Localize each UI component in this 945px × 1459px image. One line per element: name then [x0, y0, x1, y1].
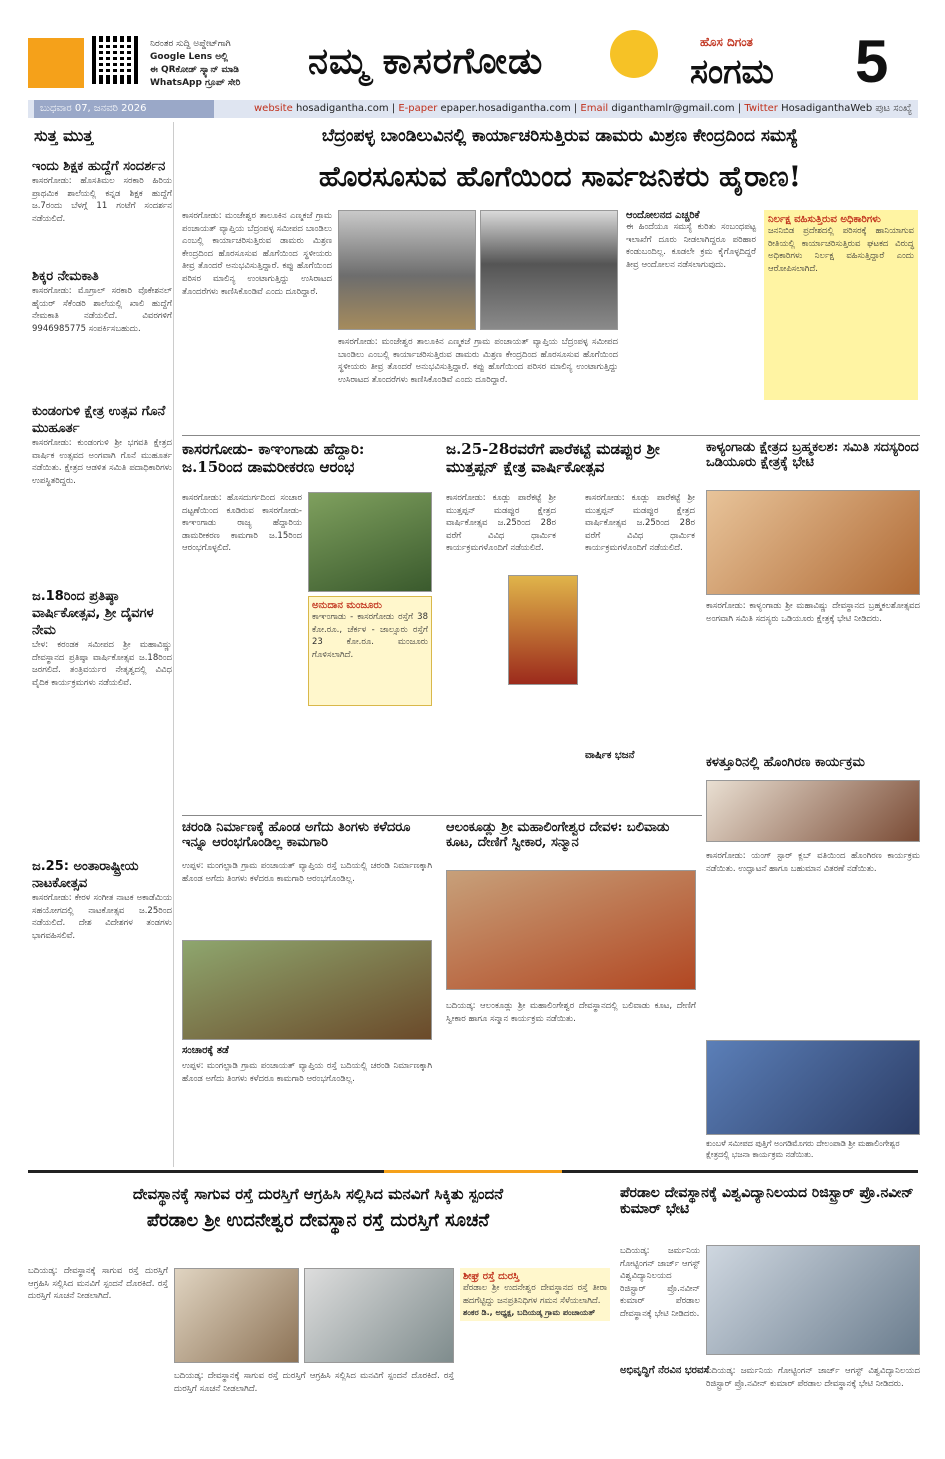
article-subhead: ಅಭಿವೃದ್ಧಿಗೆ ನೆರವಿನ ಭರವಸೆ	[620, 1365, 710, 1376]
article-subhead: ವಾರ್ಷಿಕ ಭಜನೆ	[585, 750, 635, 761]
article-body: ಬದಿಯಡ್ಕ: ಜರ್ಮನಿಯ ಗೋಟ್ಟಿಂಗನ್ ಜಾರ್ಜ್ ಆಗಸ್ಟ್ ವಿಶ್ವವಿದ್ಯಾನಿಲಯದ ರಿಜಿಸ್ಟ್ರಾರ್ ಪ್ರೊ.ನವೀನ್ ಕುಮಾರ್ ಪೆರಡಾಲ ದೇವಸ್ಥಾನಕ್ಕೆ ಭೇಟಿ ನೀಡಿದರು.	[620, 1246, 700, 1319]
brief-item	[32, 580, 172, 689]
brand-small: ಹೊಸ ದಿಗಂತ	[700, 35, 753, 49]
brand-name: ಸಂಗಮ	[690, 52, 774, 92]
bottom-kicker: ದೇವಸ್ಥಾನಕ್ಕೆ ಸಾಗುವ ರಸ್ತೆ ದುರಸ್ತಿಗೆ ಆಗ್ರಹಿಸಿ ಸಲ್ಲಿಸಿದ ಮನವಿಗೆ ಸಿಕ್ಕಿತು ಸ್ಪಂದನೆ	[132, 1185, 504, 1203]
qr-line: Google Lens ಅಲ್ಲಿ	[150, 52, 228, 62]
article-headline: ಆಲಂಕೂಡ್ಲು ಶ್ರೀ ಮಹಾಲಿಂಗೇಶ್ವರ ದೇವಳ: ಬಲಿವಾಡು ಕೂಟ, ದೇಣಿಗೆ ಸ್ವೀಕಾರ, ಸನ್ಮಾನ	[446, 820, 670, 850]
article-body-cont: ಬದಿಯಡ್ಕ: ದೇವಸ್ಥಾನಕ್ಕೆ ಸಾಗುವ ರಸ್ತೆ ದುರಸ್ತಿಗೆ ಆಗ್ರಹಿಸಿ ಸಲ್ಲಿಸಿದ ಮನವಿಗೆ ಸ್ಪಂದನೆ ದೊರಕಿದೆ. ರಸ್ತೆ ದುರಸ್ತಿಗೆ ಸೂಚನೆ ನೀಡಲಾಗಿದೆ.	[174, 1371, 454, 1394]
brief-item	[32, 260, 172, 335]
lead-kicker: ಬೆದ್ರಂಪಳ್ಳ ಬಾಂಡಿಲುವಿನಲ್ಲಿ ಕಾರ್ಯಾಚರಿಸುತ್ತಿರುವ ಡಾಮರು ಮಿಶ್ರಣ ಕೇಂದ್ರದಿಂದ ಸಮಸ್ಯೆ	[321, 126, 799, 146]
qr-instructions	[150, 38, 300, 90]
info-bar	[28, 100, 918, 118]
qr-line: ನಿರಂತರ ಸುದ್ದಿ ಅಪ್ಡೇಟ್‌ಗಾಗಿ	[150, 39, 231, 49]
brief-body: ಬೇಳ: ಕರಂಡಕ ಸಮೀಪದ ಶ್ರೀ ಮಹಾವಿಷ್ಣು ದೇವಸ್ಥಾನದ ಪ್ರತಿಷ್ಠಾ ವಾರ್ಷಿಕೋತ್ಸವ ಜ.18ರಿಂದ ಜರಗಲಿದೆ. ತಂತ್ರಿವರ್ಯರ ನೇತೃತ್ವದಲ್ಲಿ ವಿವಿಧ ವೈದಿಕ ಕಾರ್ಯಕ್ರಮಗಳು ನಡೆಯಲಿವೆ.	[32, 640, 172, 688]
page-title: ನಮ್ಮ ಕಾಸರಗೋಡು	[308, 40, 544, 82]
grant-box-body: ಕಾಞಂಗಾಡು - ಕಾಸರಗೋಡು ರಸ್ತೆಗೆ 38 ಕೋ.ರೂ., ಚೆರ್ಕಳ - ಜಾಲ್ಸೂರು ರಸ್ತೆಗೆ 23 ಕೋ.ರೂ. ಮಂಜೂರು ಗೊಳಿಸಲಾಗಿದೆ.	[312, 612, 428, 660]
visit-photo	[706, 490, 920, 595]
section-title: ಸುತ್ತ ಮುತ್ತ	[34, 126, 94, 145]
brief-item	[32, 395, 172, 487]
lead-side1-body: ಈ ಹಿಂದೆಯೂ ಸಮಸ್ಯೆ ಕುರಿತು ಸಂಬಂಧಪಟ್ಟ ಇಲಾಖೆಗೆ ದೂರು ನೀಡಲಾಗಿದ್ದರೂ ಪರಿಹಾರ ಕಂಡುಬಂದಿಲ್ಲ. ಕೂಡಲೇ ಕ್ರಮ ಕೈಗೊಳ್ಳದಿದ್ದರೆ ತೀವ್ರ ಆಂದೋಲನ ನಡೆಸಲಾಗುವುದು.	[626, 222, 756, 270]
road-box	[460, 1268, 610, 1321]
email-link[interactable]: diganthamlr@gmail.com	[611, 103, 735, 114]
deity-photo	[508, 575, 578, 685]
article-subhead: ಸಂಚಾರಕ್ಕೆ ತಡೆ	[182, 1045, 229, 1056]
article-body-cont: ಕಾಸರಗೋಡು: ಕೂಡ್ಲು ಪಾರೆಕಟ್ಟೆ ಶ್ರೀ ಮುತ್ತಪ್ಪನ್ ಮಡಪ್ಪುರ ಕ್ಷೇತ್ರದ ವಾರ್ಷಿಕೋತ್ಸವ ಜ.25ರಿಂದ 28ರ ವರೆಗೆ ವಿವಿಧ ಧಾರ್ಮಿಕ ಕಾರ್ಯಕ್ರಮಗಳೊಂದಿಗೆ ನಡೆಯಲಿದೆ.	[585, 493, 695, 554]
brief-body: ಕಾಸರಗೋಡು: ಕೇರಳ ಸಂಗೀತ ನಾಟಕ ಅಕಾಡೆಮಿಯ ಸಹಯೋಗದಲ್ಲಿ ನಾಟಕೋತ್ಸವ ಜ.25ರಿಂದ ನಡೆಯಲಿದೆ. ದೇಶ ವಿದೇಶಗಳ ತಂಡಗಳು ಭಾಗವಹಿಸಲಿವೆ.	[32, 893, 172, 941]
twitter-label: Twitter	[744, 103, 778, 114]
divider	[182, 435, 920, 436]
bottom-headline: ಪೆರಡಾಲ ದೇವಸ್ಥಾನಕ್ಕೆ ವಿಶ್ವವಿದ್ಯಾನಿಲಯದ ರಿಜಿಸ್ಟ್ರಾರ್ ಪ್ರೊ.ನವೀನ್ ಕುಮಾರ್ ಭೇಟಿ	[620, 1185, 914, 1217]
lead-side2-body: ಜನನಿಬಿಡ ಪ್ರದೇಶದಲ್ಲಿ ಪರಿಸರಕ್ಕೆ ಹಾನಿಯಾಗುವ ರೀತಿಯಲ್ಲಿ ಕಾರ್ಯಾಚರಿಸುತ್ತಿರುವ ಘಟಕದ ವಿರುದ್ಧ ಅಧಿಕಾರಿಗಳು ನಿರ್ಲಕ್ಷ ವಹಿಸುತ್ತಿದ್ದಾರೆ ಎಂದು ಆರೋಪಿಸಲಾಗಿದೆ.	[768, 226, 914, 274]
website-label: website	[254, 103, 293, 114]
article-headline: ಕಾಸರಗೋಡು- ಕಾಞಂಗಾಡು ಹೆದ್ದಾರಿ: ಜ.15ರಿಂದ ಡಾಮರೀಕರಣ ಆರಂಭ	[182, 440, 365, 476]
email-label: Email	[580, 103, 609, 114]
article-headline: ಕಾಳ್ಯಂಗಾಡು ಕ್ಷೇತ್ರದ ಬ್ರಹ್ಮಕಲಶ: ಸಮಿತಿ ಸದಸ್ಯರಿಂದ ಒಡಿಯೂರು ಕ್ಷೇತ್ರಕ್ಕೆ ಭೇಟಿ	[706, 440, 919, 470]
road-box-body: ಪೆರಡಾಲ ಶ್ರೀ ಉದನೇಶ್ವರ ದೇವಸ್ಥಾನದ ರಸ್ತೆ ತೀರಾ ಹದಗೆಟ್ಟಿದ್ದು ಜನಪ್ರತಿನಿಧಿಗಳ ಗಮನ ಸೆಳೆಯಲಾಗಿದೆ.	[463, 1283, 607, 1306]
road-box-head: ಶೀಘ್ರ ರಸ್ತೆ ದುರಸ್ತಿ	[463, 1271, 520, 1282]
article-headline: ಜ.25-28ರವರೆಗೆ ಪಾರೆಕಟ್ಟೆ ಮಡಪ್ಪುರ ಶ್ರೀ ಮುತ್ತಪ್ಪನ್ ಕ್ಷೇತ್ರ ವಾರ್ಷಿಕೋತ್ಸವ	[446, 440, 660, 476]
article-body: ಕಾಸರಗೋಡು: ಕೂಡ್ಲು ಪಾರೆಕಟ್ಟೆ ಶ್ರೀ ಮುತ್ತಪ್ಪನ್ ಮಡಪ್ಪುರ ಕ್ಷೇತ್ರದ ವಾರ್ಷಿಕೋತ್ಸವ ಜ.25ರಿಂದ 28ರ ವರೆಗೆ ವಿವಿಧ ಧಾರ್ಮಿಕ ಕಾರ್ಯಕ್ರಮಗಳೊಂದಿಗೆ ನಡೆಯಲಿದೆ.	[446, 493, 556, 554]
article-body: ಉಪ್ಪಳ: ಮಂಗಲ್ಪಾಡಿ ಗ್ರಾಮ ಪಂಚಾಯತ್ ವ್ಯಾಪ್ತಿಯ ರಸ್ತೆ ಬದಿಯಲ್ಲಿ ಚರಂಡಿ ನಿರ್ಮಾಣಕ್ಕಾಗಿ ಹೊಂಡ ಅಗೆದು ತಿಂಗಳು ಕಳೆದರೂ ಕಾಮಗಾರಿ ಆರಂಭಗೊಂಡಿಲ್ಲ.	[182, 861, 432, 884]
lead-side1	[626, 210, 756, 271]
brief-body: ಕಾಸರಗೋಡು: ಕುಂಡಂಗುಳಿ ಶ್ರೀ ಭಗವತಿ ಕ್ಷೇತ್ರದ ವಾರ್ಷಿಕ ಉತ್ಸವದ ಅಂಗವಾಗಿ ಗೊನೆ ಮುಹೂರ್ತ ನಡೆಯಿತು. ಕ್ಷೇತ್ರದ ಆಡಳಿತ ಸಮಿತಿ ಪದಾಧಿಕಾರಿಗಳು ಉಪಸ್ಥಿತರಿದ್ದರು.	[32, 438, 172, 486]
twitter-link[interactable]: HosadiganthaWeb	[781, 103, 873, 114]
memo-photo-2	[304, 1268, 454, 1363]
page-number: 5	[855, 28, 889, 95]
brief-heading: ಕುಂಡಂಗುಳಿ ಕ್ಷೇತ್ರ ಉತ್ಸವ ಗೊನೆ ಮುಹೂರ್ತ	[32, 404, 166, 436]
article-headline: ಚರಂಡಿ ನಿರ್ಮಾಣಕ್ಕೆ ಹೊಂಡ ಅಗೆದು ತಿಂಗಳು ಕಳೆದರೂ ಇನ್ನೂ ಆರಂಭಗೊಂಡಿಲ್ಲ ಕಾಮಗಾರಿ	[182, 820, 411, 850]
article-body: ಕಾಸರಗೋಡು: ಯಂಗ್ ಸ್ಟಾರ್ ಕ್ಲಬ್ ವತಿಯಿಂದ ಹೊಂಗಿರಣ ಕಾರ್ಯಕ್ರಮ ನಡೆಯಿತು. ಉದ್ಘಾಟನೆ ಹಾಗೂ ಬಹುಮಾನ ವಿತರಣೆ ನಡೆಯಿತು.	[706, 851, 920, 874]
epaper-link[interactable]: epaper.hosadigantha.com	[440, 103, 571, 114]
bhajan-caption: ಕುಂಬಳೆ ಸಮೀಪದ ಪುತ್ತಿಗೆ ಅಂಗಡಿಮೊಗರು ದೇಲಂಪಾಡಿ ಶ್ರೀ ಮಹಾಲಿಂಗೇಶ್ವರ ಕ್ಷೇತ್ರದಲ್ಲಿ ಭಜನಾ ಕಾರ್ಯಕ್ರಮ ನಡೆಯಿತು.	[706, 1139, 900, 1159]
lead-headline: ಹೊರಸೂಸುವ ಹೊಗೆಯಿಂದ ಸಾರ್ವಜನಿಕರು ಹೈರಾಣ!	[318, 160, 802, 193]
program-photo	[706, 780, 920, 842]
article-body: ಕಾಸರಗೋಡು: ಕಾಳ್ಯಂಗಾಡು ಶ್ರೀ ಮಹಾವಿಷ್ಣು ದೇವಸ್ಥಾನದ ಬ್ರಹ್ಮಕಲಶೋತ್ಸವದ ಅಂಗವಾಗಿ ಸಮಿತಿ ಸದಸ್ಯರು ಒಡಿಯೂರು ಕ್ಷೇತ್ರಕ್ಕೆ ಭೇಟಿ ನೀಡಿದರು.	[706, 601, 920, 624]
grant-box	[308, 596, 432, 706]
article-body-cont: ಬದಿಯಡ್ಕ: ಜರ್ಮನಿಯ ಗೋಟ್ಟಿಂಗನ್ ಜಾರ್ಜ್ ಆಗಸ್ಟ್ ವಿಶ್ವವಿದ್ಯಾನಿಲಯದ ರಿಜಿಸ್ಟ್ರಾರ್ ಪ್ರೊ.ನವೀನ್ ಕುಮಾರ್ ಪೆರಡಾಲ ದೇವಸ್ಥಾನಕ್ಕೆ ಭೇಟಿ ನೀಡಿದರು.	[706, 1366, 920, 1389]
article-body: ಕಾಸರಗೋಡು: ಹೊಸದುರ್ಗದಿಂದ ಸಂಚಾರ ದಟ್ಟಣೆಯಿಂದ ಕೂಡಿರುವ ಕಾಸರಗೋಡು-ಕಾಞಂಗಾಡು ರಾಜ್ಯ ಹೆದ್ದಾರಿಯ ಡಾಮರೀಕರಣ ಕಾಮಗಾರಿ ಜ.15ರಿಂದ ಆರಂಭಗೊಳ್ಳಲಿದೆ.	[182, 493, 302, 554]
road-box-signature: ಶಂಕರ ಡಿ., ಅಧ್ಯಕ್ಷ, ಬದಿಯಡ್ಕ ಗ್ರಾಮ ಪಂಚಾಯತ್	[463, 1308, 596, 1318]
qr-line: WhatsApp ಗ್ರೂಪ್ ಸೇರಿ	[150, 78, 241, 88]
smoke-photo-1	[338, 210, 476, 330]
issue-date: ಬುಧವಾರ 07, ಜನವರಿ 2026	[34, 100, 214, 118]
smoke-photo-2	[480, 210, 618, 330]
article-body-cont: ಉಪ್ಪಳ: ಮಂಗಲ್ಪಾಡಿ ಗ್ರಾಮ ಪಂಚಾಯತ್ ವ್ಯಾಪ್ತಿಯ ರಸ್ತೆ ಬದಿಯಲ್ಲಿ ಚರಂಡಿ ನಿರ್ಮಾಣಕ್ಕಾಗಿ ಹೊಂಡ ಅಗೆದು ತಿಂಗಳು ಕಳೆದರೂ ಕಾಮಗಾರಿ ಆರಂಭಗೊಂಡಿಲ್ಲ.	[182, 1061, 432, 1084]
registrar-photo	[706, 1245, 920, 1355]
bottom-headline: ಪೆರಡಾಲ ಶ್ರೀ ಉದನೇಶ್ವರ ದೇವಸ್ಥಾನ ರಸ್ತೆ ದುರಸ್ತಿಗೆ ಸೂಚನೆ	[146, 1210, 490, 1231]
brief-heading: ಇಂದು ಶಿಕ್ಷಕ ಹುದ್ದೆಗೆ ಸಂದರ್ಶನ	[32, 159, 166, 174]
divider	[182, 815, 702, 816]
lead-side2-box	[764, 210, 918, 400]
page-tag: ಪುಟ ಸಂಖ್ಯೆ	[875, 103, 912, 114]
title-decor-circle	[610, 30, 658, 78]
felicitation-photo	[446, 870, 696, 990]
grant-box-head: ಅನುದಾನ ಮಂಜೂರು	[312, 600, 382, 611]
article-headline: ಕಳತ್ತೂರಿನಲ್ಲಿ ಹೊಂಗಿರಣ ಕಾರ್ಯಕ್ರಮ	[706, 755, 865, 770]
contact-links: website hosadigantha.com | E-paper epaper.hosadigantha.com | Email diganthamlr@gmail.com | Twitter HosadiganthaWeb	[254, 103, 873, 114]
article-body: ಬದಿಯಡ್ಕ: ದೇವಸ್ಥಾನಕ್ಕೆ ಸಾಗುವ ರಸ್ತೆ ದುರಸ್ತಿಗೆ ಆಗ್ರಹಿಸಿ ಸಲ್ಲಿಸಿದ ಮನವಿಗೆ ಸ್ಪಂದನೆ ದೊರಕಿದೆ. ರಸ್ತೆ ದುರಸ್ತಿಗೆ ಸೂಚನೆ ನೀಡಲಾಗಿದೆ.	[28, 1266, 168, 1302]
brief-item	[32, 150, 172, 225]
lead-body-cont: ಕಾಸರಗೋಡು: ಮಂಜೇಶ್ವರ ತಾಲೂಕಿನ ಎಣ್ಮಕಜೆ ಗ್ರಾಮ ಪಂಚಾಯತ್ ವ್ಯಾಪ್ತಿಯ ಬೆದ್ರಂಪಳ್ಳ ಸಮೀಪದ ಬಾಂಡಿಲು ಎಂಬಲ್ಲಿ ಕಾರ್ಯಾಚರಿಸುತ್ತಿರುವ ಡಾಮರು ಮಿಶ್ರಣ ಕೇಂದ್ರದಿಂದ ಹೊರಸೂಸುವ ಹೊಗೆಯಿಂದ ಸ್ಥಳೀಯರು ತೀವ್ರ ತೊಂದರೆ ಅನುಭವಿಸುತ್ತಿದ್ದಾರೆ. ಕಪ್ಪು ಹೊಗೆಯಿಂದ ಪರಿಸರ ಮಾಲಿನ್ಯ ಉಂಟಾಗುತ್ತಿದ್ದು ಉಸಿರಾಟದ ತೊಂದರೆಗಳು ಕಾಣಿಸಿಕೊಂಡಿವೆ ಎಂದು ದೂರಿದ್ದಾರೆ.	[338, 337, 618, 385]
brief-heading: ಜ.25: ಅಂತಾರಾಷ್ಟ್ರೀಯ ನಾಟಕೋತ್ಸವ	[32, 859, 139, 891]
brief-body: ಕಾಸರಗೋಡು: ಹೊಸತಿಮಲ ಸರಕಾರಿ ಹಿರಿಯ ಪ್ರಾಥಮಿಕ ಶಾಲೆಯಲ್ಲಿ ಕನ್ನಡ ಶಿಕ್ಷಕ ಹುದ್ದೆಗೆ ಜ.7ರಂದು ಬೆಳಗ್ಗೆ 11 ಗಂಟೆಗೆ ಸಂದರ್ಶನ ನಡೆಯಲಿದೆ.	[32, 176, 172, 224]
road-photo	[308, 492, 432, 592]
brief-heading: ಶಿಕ್ಕರ ನೇಮಕಾತಿ	[32, 269, 99, 284]
brief-heading: ಜ.18ರಿಂದ ಪ್ರತಿಷ್ಠಾ ವಾರ್ಷಿಕೋತ್ಸವ, ಶ್ರೀ ದೈವಗಳ ನೇಮ	[32, 589, 154, 638]
masthead-accent-bar	[28, 38, 84, 88]
lead-body: ಕಾಸರಗೋಡು: ಮಂಜೇಶ್ವರ ತಾಲೂಕಿನ ಎಣ್ಮಕಜೆ ಗ್ರಾಮ ಪಂಚಾಯತ್ ವ್ಯಾಪ್ತಿಯ ಬೆದ್ರಂಪಳ್ಳ ಸಮೀಪದ ಬಾಂಡಿಲು ಎಂಬಲ್ಲಿ ಕಾರ್ಯಾಚರಿಸುತ್ತಿರುವ ಡಾಮರು ಮಿಶ್ರಣ ಕೇಂದ್ರದಿಂದ ಹೊರಸೂಸುವ ಹೊಗೆಯಿಂದ ಸ್ಥಳೀಯರು ತೀವ್ರ ತೊಂದರೆ ಅನುಭವಿಸುತ್ತಿದ್ದಾರೆ. ಕಪ್ಪು ಹೊಗೆಯಿಂದ ಪರಿಸರ ಮಾಲಿನ್ಯ ಉಂಟಾಗುತ್ತಿದ್ದು ಉಸಿರಾಟದ ತೊಂದರೆಗಳು ಕಾಣಿಸಿಕೊಂಡಿವೆ ಎಂದು ದೂರಿದ್ದಾರೆ.	[182, 211, 332, 297]
lead-side2-head: ನಿರ್ಲಕ್ಷ ವಹಿಸುತ್ತಿರುವ ಅಧಿಕಾರಿಗಳು	[768, 214, 881, 225]
memo-photo-1	[174, 1268, 299, 1363]
epaper-label: E-paper	[398, 103, 438, 114]
qr-line: ಈ QRಕೋಡ್ ಸ್ಕ್ಯಾನ್ ಮಾಡಿ	[150, 65, 239, 75]
bhajan-photo	[706, 1040, 920, 1135]
brief-body: ಕಾಸರಗೋಡು: ಮೊಗ್ರಾಲ್ ಸರಕಾರಿ ವೊಕೇಶನಲ್ ಹೈಯರ್ ಸೆಕೆಂಡರಿ ಶಾಲೆಯಲ್ಲಿ ಖಾಲಿ ಹುದ್ದೆಗೆ ನೇಮಕಾತಿ ನಡೆಯಲಿದೆ. ವಿವರಗಳಿಗೆ 9946985775 ಸಂಪರ್ಕಿಸಬಹುದು.	[32, 286, 172, 334]
qr-code[interactable]	[92, 36, 140, 84]
article-body: ಬದಿಯಡ್ಕ: ಆಲಂಕೂಡ್ಲು ಶ್ರೀ ಮಹಾಲಿಂಗೇಶ್ವರ ದೇವಸ್ಥಾನದಲ್ಲಿ ಬಲಿವಾಡು ಕೂಟ, ದೇಣಿಗೆ ಸ್ವೀಕಾರ ಹಾಗೂ ಸನ್ಮಾನ ಕಾರ್ಯಕ್ರಮ ನಡೆಯಿತು.	[446, 1001, 696, 1024]
divider	[28, 1170, 918, 1173]
drain-photo	[182, 940, 432, 1040]
lead-side1-head: ಆಂದೋಲನದ ಎಚ್ಚರಿಕೆ	[626, 210, 700, 221]
brief-item	[32, 850, 172, 942]
website-link[interactable]: hosadigantha.com	[295, 103, 389, 114]
